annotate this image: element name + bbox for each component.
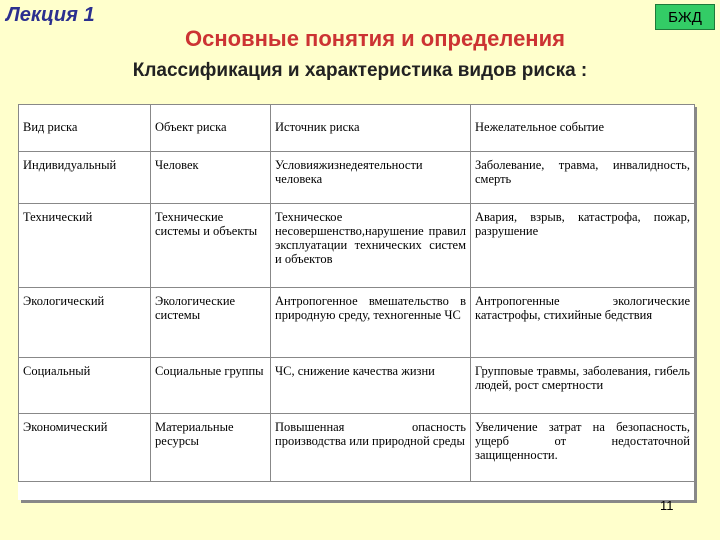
cell-risk-type: Экономический [19,414,151,482]
cell-undesired-event: Антропогенные экологические катастрофы, стихийные бедствия [471,288,695,358]
cell-risk-object: Экологические системы [151,288,271,358]
table-row [19,204,695,288]
cell-risk-type: Экологический [19,288,151,358]
table-row [19,358,695,414]
table-row [19,288,695,358]
cell-undesired-event: Авария, взрыв, катастрофа, пожар, разрушение [471,204,695,288]
cell-risk-object: Социальные группы [151,358,271,414]
lecture-label: Лекция 1 [6,4,95,26]
risk-classification-table [18,104,695,482]
header-risk-type: Вид риска [19,105,151,152]
cell-risk-object: Материальные ресурсы [151,414,271,482]
table-row [19,152,695,204]
table-row [19,414,695,482]
cell-risk-source: Условияжизнедеятельности человека [271,152,471,204]
cell-risk-type: Социальный [19,358,151,414]
cell-risk-type: Технический [19,204,151,288]
cell-undesired-event: Заболевание, травма, инвалидность, смерть [471,152,695,204]
header-undesired-event: Нежелательное событие [471,105,695,152]
cell-risk-source: Повышенная опасность производства или природной среды [271,414,471,482]
risk-table-container [18,104,694,500]
page-number: 11 [660,498,674,513]
page-title: Основные понятия и определения [185,26,565,51]
cell-risk-object: Человек [151,152,271,204]
cell-undesired-event: Увеличение затрат на безопасность, ущерб от недостаточной защищенности. [471,414,695,482]
header-risk-source: Источник риска [271,105,471,152]
cell-risk-source: ЧС, снижение качества жизни [271,358,471,414]
cell-risk-source: Техническое несовершенство,нарушение правил эксплуатации технических систем и объектов [271,204,471,288]
subject-badge: БЖД [655,4,715,30]
page-subtitle: Классификация и характеристика видов риска : [132,60,588,81]
table-header-row [19,105,695,152]
cell-risk-object: Технические системы и объекты [151,204,271,288]
cell-risk-type: Индивидуальный [19,152,151,204]
header-risk-object: Объект риска [151,105,271,152]
cell-undesired-event: Групповые травмы, заболевания, гибель людей, рост смертности [471,358,695,414]
cell-risk-source: Антропогенное вмешательство в природную среду, техногенные ЧС [271,288,471,358]
